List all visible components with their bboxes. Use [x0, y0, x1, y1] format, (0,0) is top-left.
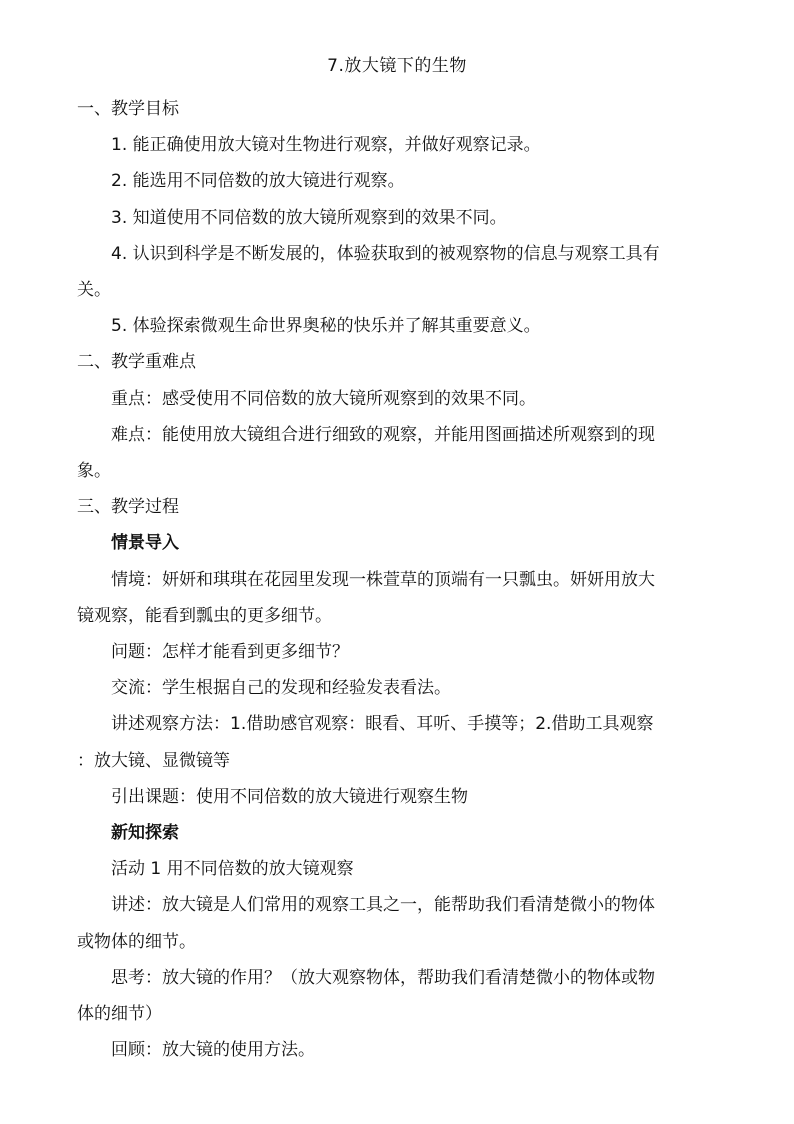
question-text: 问题：怎样才能看到更多细节？: [111, 642, 349, 663]
situation-text-continuation: 镜观察，能看到瓢虫的更多细节。: [77, 605, 332, 626]
goal-item-2: 2. 能选用不同倍数的放大镜进行观察。: [111, 171, 405, 192]
topic-text: 引出课题：使用不同倍数的放大镜进行观察生物: [111, 786, 468, 807]
keypoint-text: 重点：感受使用不同倍数的放大镜所观察到的效果不同。: [111, 388, 536, 409]
difficulty-text-continuation: 象。: [77, 461, 111, 482]
goal-item-1: 1. 能正确使用放大镜对生物进行观察，并做好观察记录。: [111, 135, 541, 156]
narration-text: 讲述：放大镜是人们常用的观察工具之一，能帮助我们看清楚微小的物体: [111, 895, 655, 916]
difficulty-text: 难点：能使用放大镜组合进行细致的观察，并能用图画描述所观察到的现: [111, 424, 655, 445]
goals-heading: 一、教学目标: [77, 99, 179, 119]
review-text: 回顾：放大镜的使用方法。: [111, 1040, 315, 1061]
method-text-continuation: ：放大镜、显微镜等: [77, 750, 230, 771]
think-text: 思考：放大镜的作用？（放大观察物体，帮助我们看清楚微小的物体或物: [111, 967, 655, 988]
goal-item-3: 3. 知道使用不同倍数的放大镜所观察到的效果不同。: [111, 207, 507, 228]
explore-heading: 新知探索: [111, 823, 179, 844]
goal-item-5: 5. 体验探索微观生命世界奥秘的快乐并了解其重要意义。: [111, 316, 541, 337]
exchange-text: 交流：学生根据自己的发现和经验发表看法。: [111, 678, 451, 699]
activity-1-title: 活动 1 用不同倍数的放大镜观察: [111, 859, 354, 880]
page-title: 7.放大镜下的生物: [327, 56, 467, 76]
think-text-continuation: 体的细节）: [77, 1004, 162, 1025]
keypoints-heading: 二、教学重难点: [77, 352, 196, 373]
intro-heading: 情景导入: [111, 533, 179, 554]
goal-item-4: 4. 认识到科学是不断发展的，体验获取到的被观察物的信息与观察工具有: [111, 243, 660, 264]
method-text: 讲述观察方法：1.借助感官观察：眼看、耳听、手摸等；2.借助工具观察: [111, 714, 654, 735]
document-body: [77, 91, 722, 1068]
narration-text-continuation: 或物体的细节。: [77, 931, 196, 952]
situation-text: 情境：妍妍和琪琪在花园里发现一株萱草的顶端有一只瓢虫。妍妍用放大: [111, 569, 655, 590]
goal-item-4-continuation: 关。: [77, 280, 111, 301]
process-heading: 三、教学过程: [77, 497, 179, 518]
